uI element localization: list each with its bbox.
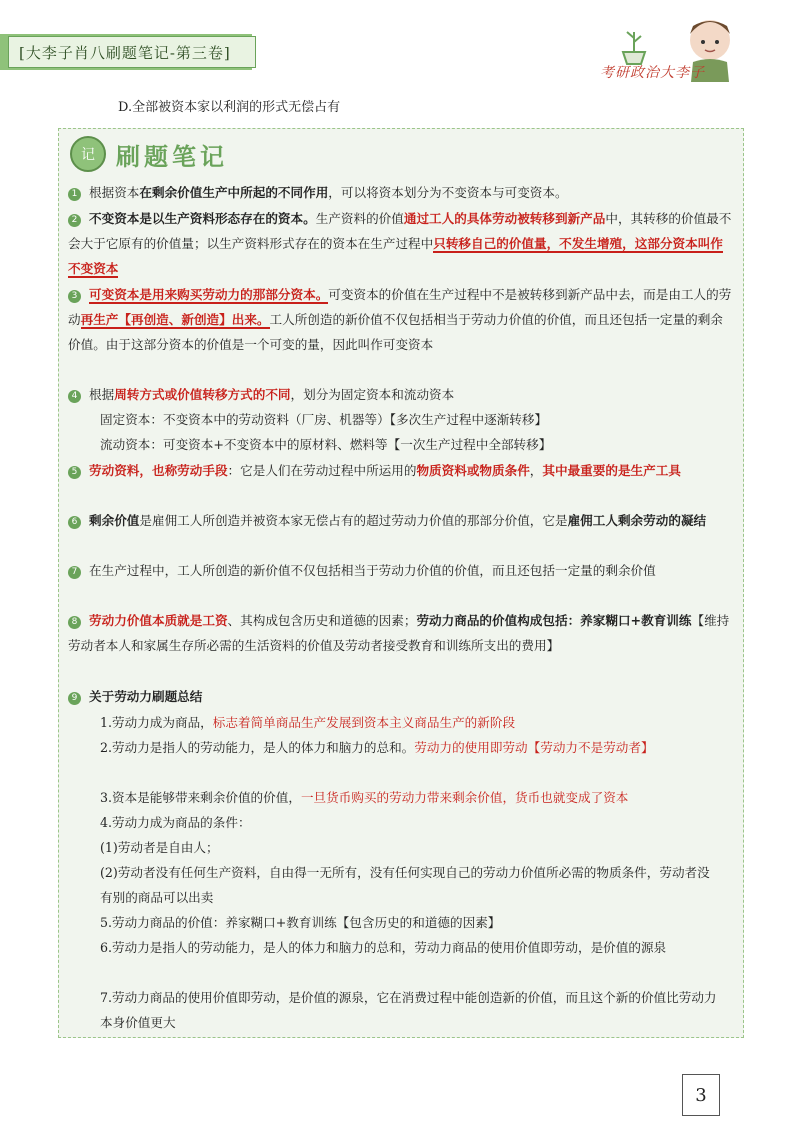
note-item-7: 7 在生产过程中，工人所创造的新价值不仅包括相当于劳动力价值的价值，而且还包括一定量的剩余价值 [68, 558, 732, 583]
note-item-5: 5 劳动资料，也称劳动手段：它是人们在劳动过程中所运用的物质资料或物质条件，其中最重要的是生产工具 [68, 458, 732, 483]
summary-line-1: 1.劳动力成为商品，标志着简单商品生产发展到资本主义商品生产的新阶段 [100, 715, 516, 730]
summary-line-2: 2.劳动力是指人的劳动能力，是人的体力和脑力的总和。劳动力的使用即劳动【劳动力不是劳动者】 [100, 740, 654, 755]
notes-title [70, 136, 228, 172]
note-item-6: 6 剩余价值是雇佣工人所创造并被资本家无偿占有的超过劳动力价值的那部分价值，它是雇佣工人剩余劳动的凝结 [68, 508, 732, 533]
page-number: 3 [682, 1074, 720, 1116]
note-item-2: 2 不变资本是以生产资料形态存在的资本。生产资料的价值通过工人的具体劳动被转移到新产品中，其转移的价值最不会大于它原有的价值量；以生产资料形式存在的资本在生产过程中只转移自己的价值量，不发生增殖，这部分资本叫作不变资本 [68, 211, 732, 276]
notes-title-text: 刷题笔记 [116, 141, 228, 171]
summary-line-4b: (2)劳动者没有任何生产资料，自由得一无所有，没有任何实现自己的劳动力价值所必需的物质条件，劳动者没有别的商品可以出卖 [100, 865, 710, 905]
summary-line-3: 3.资本是能够带来剩余价值的价值，一旦货币购买的劳动力带来剩余价值，货币也就变成了资本 [100, 790, 629, 805]
summary-line-7: 7.劳动力商品的使用价值即劳动，是价值的源泉，它在消费过程中能创造新的价值，而且这个新的价值比劳动力本身价值更大 [100, 990, 717, 1030]
note-item-8: 8 劳动力价值本质就是工资、其构成包含历史和道德的因素；劳动力商品的价值构成包括：养家糊口+教育训练【维持劳动者本人和家属生存所必需的生活资料的价值及劳动者接受教育和训练所支出的费用】 [68, 613, 730, 653]
note-item-1: 1 根据资本在剩余价值生产中所起的不同作用，可以将资本划分为不变资本与可变资本。 [68, 180, 732, 205]
brand-label: 考研政治大李子 [600, 65, 705, 81]
summary-line-5: 5.劳动力商品的价值：养家糊口+教育训练【包含历史的和道德的因素】 [100, 915, 501, 930]
summary-line-4a: (1)劳动者是自由人； [100, 840, 219, 855]
option-d: D.全部被资本家以利润的形式无偿占有 [118, 100, 341, 115]
notes-badge-icon: 记 [70, 136, 106, 172]
fixed-capital-line: 固定资本：不变资本中的劳动资料（厂房、机器等）【多次生产过程中逐渐转移】 [100, 412, 548, 427]
header-bar [0, 34, 252, 70]
circulating-capital-line: 流动资本：可变资本+不变资本中的原材料、燃料等【一次生产过程中全部转移】 [100, 437, 552, 452]
note-item-4: 4 根据周转方式或价值转移方式的不同，划分为固定资本和流动资本 [68, 382, 732, 407]
note-item-9: 9 关于劳动力刷题总结 [68, 684, 732, 709]
summary-line-4: 4.劳动力成为商品的条件： [100, 815, 251, 830]
summary-line-6: 6.劳动力是指人的劳动能力，是人的体力和脑力的总和，劳动力商品的使用价值即劳动，是价值的源泉 [100, 940, 667, 955]
note-item-3: 3 可变资本是用来购买劳动力的那部分资本。可变资本的价值在生产过程中不是被转移到新产品中去，而是由工人的劳动再生产【再创造、新创造】出来。工人所创造的新价值不仅包括相当于劳动力价值的价值，而且还包括一定量的剩余价值。由于这部分资本的价值是一个可变的量，因此叫作可变资本 [68, 287, 732, 352]
header-title: [大李子肖八刷题笔记-第三卷] [8, 36, 256, 68]
